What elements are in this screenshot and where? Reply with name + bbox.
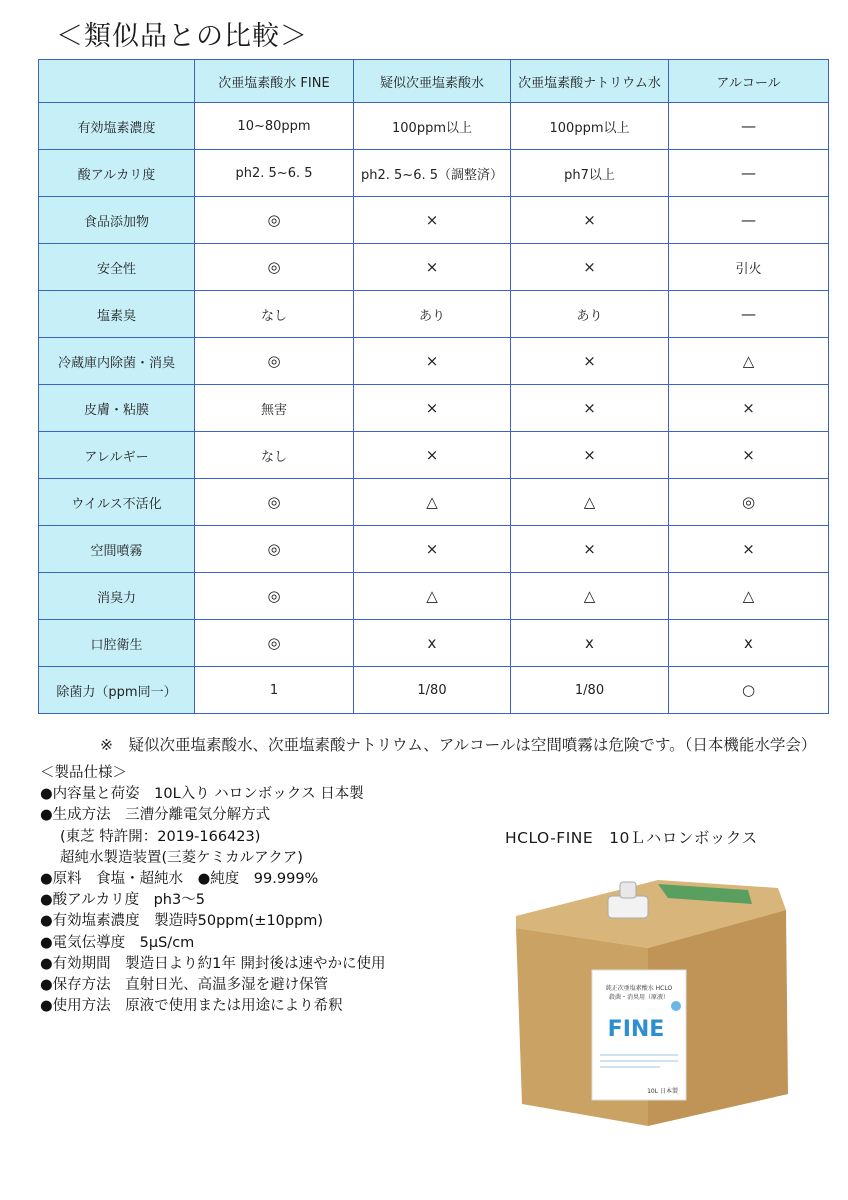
table-cell: ◎ [195,479,354,526]
table-cell: あり [354,291,511,338]
header-cell [39,60,195,103]
header-cell: アルコール [669,60,829,103]
table-row [39,432,829,479]
spec-line: (東芝 特許開：2019-166423) [60,828,261,845]
table-cell: ph2. 5~6. 5 [195,150,354,197]
row-header: 消臭力 [39,573,195,620]
table-cell: — [669,103,829,150]
table-cell: × [354,385,511,432]
table-cell: 100ppm以上 [354,103,511,150]
row-header: 除菌力（ppm同一） [39,667,195,714]
label-volume: 10L 日本製 [647,1088,678,1095]
table-cell: △ [669,573,829,620]
row-header: 皮膚・粘膜 [39,385,195,432]
page-title: ＜類似品との比較＞ [56,21,308,52]
label-sub: 殺菌・消臭用（原液） [608,994,670,1001]
table-cell: ◎ [195,338,354,385]
table-row [39,291,829,338]
product-spec [40,763,386,1017]
header-cell: 疑似次亜塩素酸水 [354,60,511,103]
spec-heading: ＜製品仕様＞ [40,765,127,781]
table-cell: 無害 [195,385,354,432]
table-cell: 10~80ppm [195,103,354,150]
spec-line: ●原料 食塩・超純水 ●純度 99.999% [40,871,319,888]
row-header: 口腔衛生 [39,620,195,667]
spec-line: ●内容量と荷姿 10L入り ハロンボックス 日本製 [40,786,364,803]
table-cell: ◎ [195,620,354,667]
comparison-table [38,59,829,714]
water-drop-icon [671,1001,681,1011]
table-row [39,103,829,150]
table-row [39,385,829,432]
table-cell: なし [195,432,354,479]
header-cell: 次亜塩素酸ナトリウム水 [511,60,669,103]
table-cell: × [354,338,511,385]
header-cell: 次亜塩素酸水 FINE [195,60,354,103]
row-header: アレルギー [39,432,195,479]
table-cell: × [669,385,829,432]
table-cell: ph7以上 [511,150,669,197]
table-cell: x [354,620,511,667]
spec-line: ●有効塩素濃度 製造時50ppm(±10ppm) [40,913,324,930]
table-cell: × [354,432,511,479]
table-row [39,526,829,573]
table-cell: △ [511,573,669,620]
table-cell: × [669,526,829,573]
table-row [39,244,829,291]
table-cell: — [669,150,829,197]
table-cell: — [669,197,829,244]
table-row [39,479,829,526]
table-cell: △ [511,479,669,526]
table-cell: × [511,526,669,573]
table-cell: ◎ [195,526,354,573]
row-header: ウイルス不活化 [39,479,195,526]
table-cell: ○ [669,667,829,714]
table-cell: △ [669,338,829,385]
table-header-row [39,60,829,103]
spec-line: 超純水製造装置(三菱ケミカルアクア) [60,849,303,866]
spec-line: ●電気伝導度 5μS/cm [40,934,195,951]
table-row [39,150,829,197]
row-header: 安全性 [39,244,195,291]
table-cell: 引火 [669,244,829,291]
spec-line: ●生成方法 三漕分離電気分解方式 [40,807,271,824]
table-cell: なし [195,291,354,338]
table-cell: × [354,197,511,244]
product-caption: HCLO-FINE 10Ｌハロンボックス [505,829,758,847]
footnote: ※ 疑似次亜塩素酸水、次亜塩素酸ナトリウム、アルコールは空間噴霧は危険です。（日本機能水学会） [100,736,817,754]
spout-cap [608,896,648,918]
row-header: 空間噴霧 [39,526,195,573]
table-cell: 100ppm以上 [511,103,669,150]
table-cell: 1/80 [354,667,511,714]
table-row [39,667,829,714]
table-cell: × [511,432,669,479]
table-cell: △ [354,573,511,620]
label-top: 純正次亜塩素酸水 HCLO [605,985,673,992]
row-header: 有効塩素濃度 [39,103,195,150]
table-cell: x [511,620,669,667]
table-cell: × [354,244,511,291]
row-header: 冷蔵庫内除菌・消臭 [39,338,195,385]
spec-line: ●酸アルカリ度 ph3〜5 [40,892,205,909]
table-cell: × [511,385,669,432]
spec-line: ●有効期間 製造日より約1年 開封後は速やかに使用 [40,955,386,972]
row-header: 塩素臭 [39,291,195,338]
table-cell: 1/80 [511,667,669,714]
spec-line: ●保存方法 直射日光、高温多湿を避け保管 [40,977,329,994]
table-cell: × [511,338,669,385]
table-cell: ◎ [195,573,354,620]
table-cell: 1 [195,667,354,714]
table-cell: × [354,526,511,573]
table-cell: x [669,620,829,667]
table-cell: あり [511,291,669,338]
row-header: 酸アルカリ度 [39,150,195,197]
table-cell: × [511,244,669,291]
table-row [39,338,829,385]
table-row [39,197,829,244]
table-row [39,573,829,620]
table-row [39,620,829,667]
table-cell: ◎ [669,479,829,526]
table-cell: × [669,432,829,479]
table-cell: ◎ [195,197,354,244]
table-cell: × [511,197,669,244]
product-box-image [508,868,793,1130]
row-header: 食品添加物 [39,197,195,244]
table-cell: ◎ [195,244,354,291]
table-cell: △ [354,479,511,526]
table-cell: — [669,291,829,338]
label-brand: FINE [607,1017,665,1042]
table-cell: ph2. 5~6. 5（調整済） [354,150,511,197]
spec-line: ●使用方法 原液で使用または用途により希釈 [40,998,343,1015]
